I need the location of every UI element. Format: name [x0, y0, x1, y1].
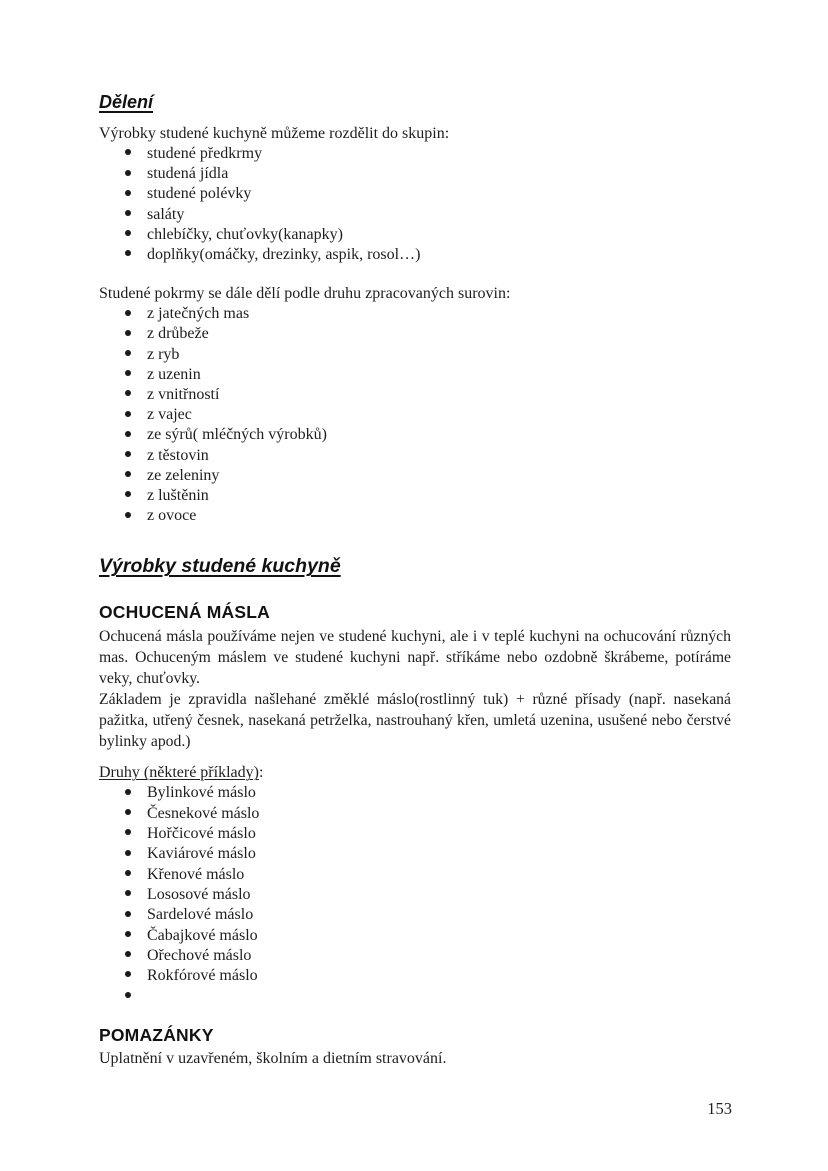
list-item-label: Ořechové máslo: [147, 946, 252, 964]
list-item-label: z ryb: [147, 345, 180, 363]
list-item-label: Lososové máslo: [147, 885, 251, 903]
bullet-icon: [125, 789, 131, 795]
paragraph-masla-base: Základem je zpravidla našlehané změklé máslo(rostlinný tuk) + různé přísady (např. nasekaná pažitka, utřený česnek, nasekaná petrželka, nastrouhaný křen, umletá uzenina, usušené nebo čerstvé bylinky apod.): [99, 691, 731, 751]
list-item-label: Bylinkové máslo: [147, 784, 256, 802]
list-item-label: saláty: [147, 205, 185, 223]
bullet-icon: [125, 350, 131, 356]
bullet-icon: [125, 491, 131, 497]
bullet-icon: [125, 931, 131, 937]
list-item-label: z drůbeže: [147, 325, 209, 343]
list-item: [99, 506, 731, 526]
druhy-colon: :: [258, 764, 264, 782]
list-item: [99, 804, 731, 824]
bullet-icon: [125, 911, 131, 917]
list-item: [99, 184, 731, 204]
heading-ochucena-masla: OCHUCENÁ MÁSLA: [99, 602, 270, 623]
list-item: [99, 385, 731, 405]
list-item: [99, 245, 731, 265]
bullet-icon: [125, 512, 131, 518]
list-item: [99, 225, 731, 245]
list-item: [99, 304, 731, 324]
list-item-label: z vnitřností: [147, 386, 220, 404]
bullet-icon: [125, 809, 131, 815]
materials-list: [99, 304, 731, 526]
bullet-icon: [125, 411, 131, 417]
bullet-icon: [125, 431, 131, 437]
list-item: [99, 446, 731, 466]
bullet-icon: [125, 149, 131, 155]
bullet-icon: [125, 992, 131, 998]
bullet-icon: [125, 190, 131, 196]
heading-vyrobky-studene-kuchyne: Výrobky studené kuchyně: [99, 555, 341, 578]
page-number: 153: [707, 1099, 732, 1118]
druhy-label-line: [99, 763, 731, 783]
druhy-label: Druhy (některé příklady): [99, 764, 259, 782]
list-item-label: doplňky(omáčky, drezinky, aspik, rosol…): [147, 246, 421, 264]
list-item: [99, 425, 731, 445]
bullet-icon: [125, 850, 131, 856]
list-item: [99, 164, 731, 184]
list-item: [99, 324, 731, 344]
list-item: [99, 824, 731, 844]
bullet-icon: [125, 310, 131, 316]
list-item: [99, 466, 731, 486]
list-item: [99, 405, 731, 425]
list-item: [99, 885, 731, 905]
bullet-icon: [125, 250, 131, 256]
intro-groups: Výrobky studené kuchyně můžeme rozdělit do skupin:: [99, 125, 450, 142]
paragraph-masla-usage: Ochucená másla používáme nejen ve studené kuchyni, ale i v teplé kuchyni na ochucování různých mas. Ochuceným máslem ve studené kuchyni např. stříkáme nebo ozdobně škrábeme, potíráme veky, chuťovky.: [99, 628, 731, 688]
list-item: [99, 926, 731, 946]
list-item-label: Sardelové máslo: [147, 906, 254, 924]
bullet-icon: [125, 370, 131, 376]
list-item-label: z uzenin: [147, 365, 201, 383]
bullet-icon: [125, 890, 131, 896]
groups-list: [99, 144, 731, 265]
list-item-label: Kaviárové máslo: [147, 845, 256, 863]
list-item-label: z luštěnin: [147, 487, 209, 505]
list-item: [99, 205, 731, 225]
list-item-label: z těstovin: [147, 446, 209, 464]
list-item-label: Křenové máslo: [147, 865, 245, 883]
list-item: [99, 783, 731, 803]
bullet-icon: [125, 971, 131, 977]
list-item-label: z vajec: [147, 406, 192, 424]
bullet-icon: [125, 471, 131, 477]
list-item-label: chlebíčky, chuťovky(kanapky): [147, 225, 343, 243]
bullet-icon: [125, 829, 131, 835]
list-item: [99, 946, 731, 966]
bullet-icon: [125, 870, 131, 876]
heading-pomazanky: POMAZÁNKY: [99, 1024, 214, 1045]
list-item: [99, 844, 731, 864]
bullet-icon: [125, 951, 131, 957]
list-item-label: Česnekové máslo: [147, 804, 260, 822]
list-item-label: ze zeleniny: [147, 466, 220, 484]
bullet-icon: [125, 170, 131, 176]
list-item: [99, 144, 731, 164]
butters-list: [99, 783, 731, 1006]
list-item-label: studená jídla: [147, 165, 229, 183]
bullet-icon: [125, 210, 131, 216]
list-item-label: studené předkrmy: [147, 145, 263, 162]
list-item: [99, 905, 731, 925]
bullet-icon: [125, 451, 131, 457]
list-item: [99, 986, 731, 1006]
list-item-label: ze sýrů( mléčných výrobků): [147, 426, 327, 444]
bullet-icon: [125, 230, 131, 236]
paragraph-pomazanky: Uplatnění v uzavřeném, školním a dietním stravování.: [99, 1049, 447, 1067]
list-item: [99, 865, 731, 885]
list-item-label: studené polévky: [147, 185, 252, 203]
bullet-icon: [125, 330, 131, 336]
list-item-label: Rokfórové máslo: [147, 967, 258, 985]
list-item-label: Hořčicové máslo: [147, 825, 256, 843]
list-item-label: Čabajkové máslo: [147, 926, 258, 944]
list-item-label: z ovoce: [147, 507, 197, 525]
list-item-label: z jatečných mas: [147, 305, 250, 323]
heading-deleni: Dělení: [99, 92, 154, 112]
list-item: [99, 966, 731, 986]
bullet-icon: [125, 390, 131, 396]
list-item: [99, 345, 731, 365]
intro-materials: Studené pokrmy se dále dělí podle druhu zpracovaných surovin:: [99, 285, 511, 303]
list-item: [99, 486, 731, 506]
list-item: [99, 365, 731, 385]
